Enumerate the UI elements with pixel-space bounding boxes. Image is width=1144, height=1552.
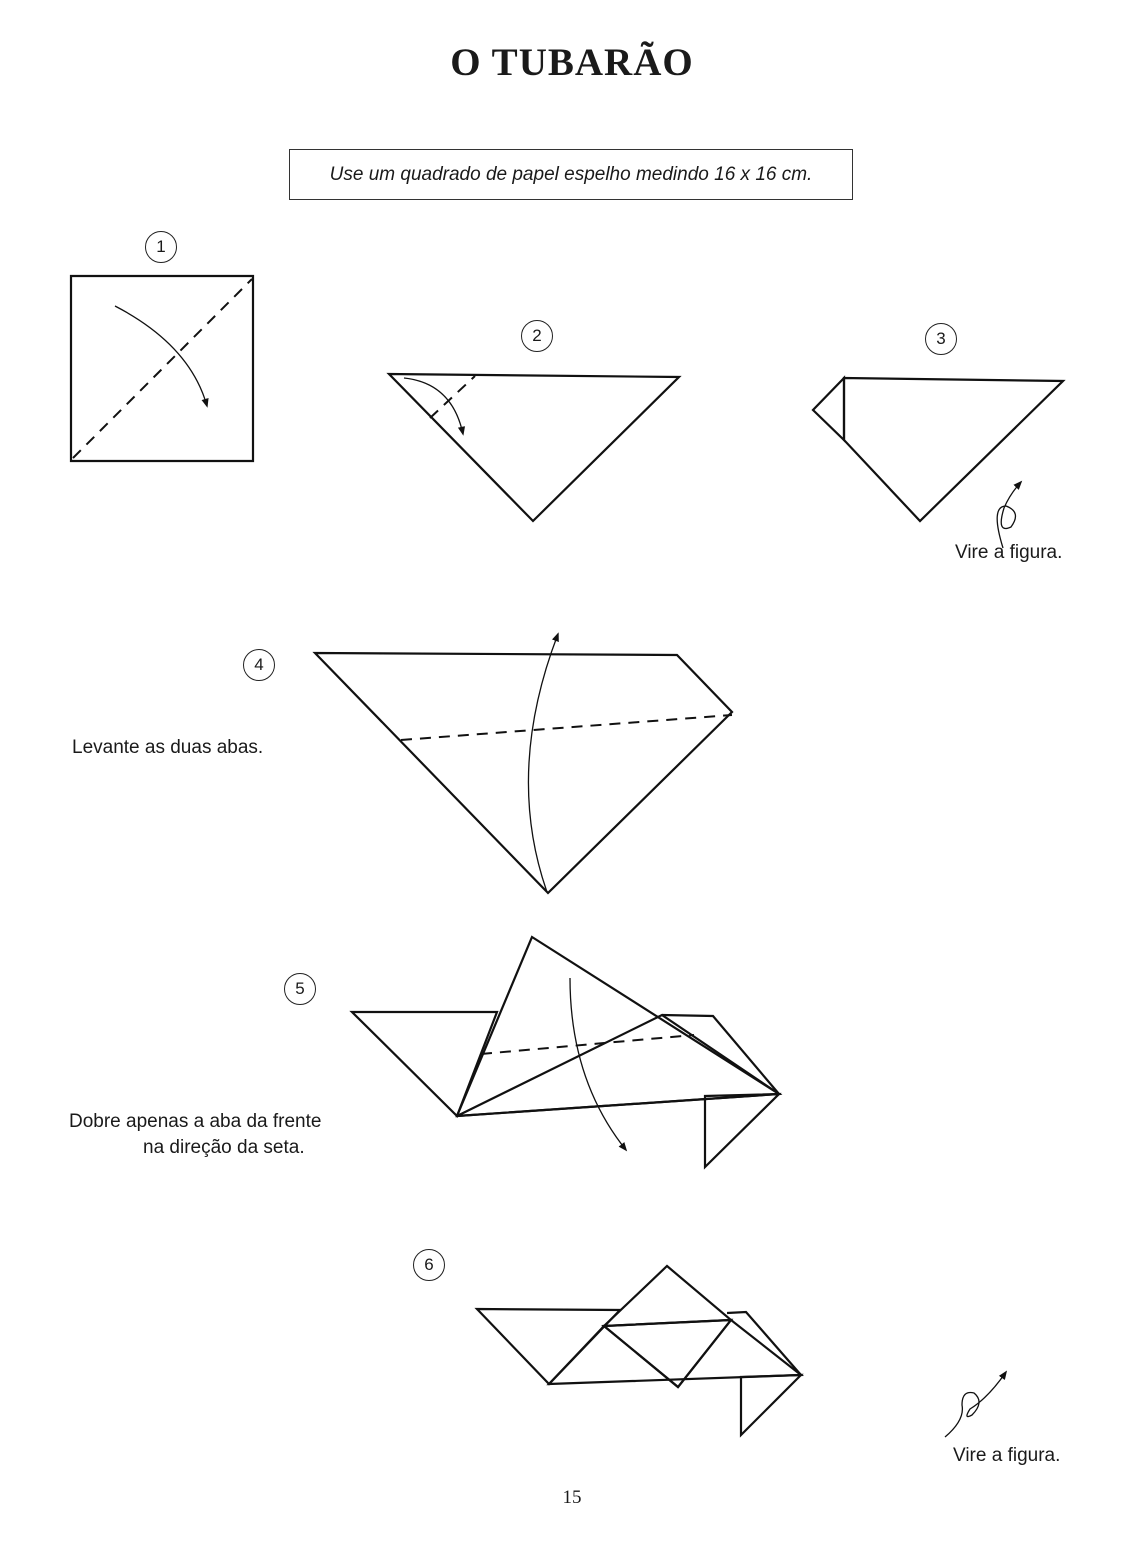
turn-over-arrow [945,1372,1006,1437]
tail-fin [705,1094,779,1167]
paper-triangle [389,374,679,521]
step-3-caption: Vire a figura. [955,542,1063,563]
lift-arrow [528,634,558,892]
page-title: O TUBARÃO [450,41,694,84]
step-4-number: 4 [243,649,275,681]
step-4-diagram [315,634,732,893]
step-3-number: 3 [925,323,957,355]
paper-triangle [844,378,1063,521]
fold-arrow [115,306,207,406]
fold-arrow [404,378,463,434]
paper-triangle [315,653,732,893]
step-4-caption: Levante as duas abas. [72,737,264,758]
step-6-caption: Vire a figura. [953,1445,1061,1466]
corner-fold-line [430,376,475,418]
diagonal-fold-line [73,279,252,458]
step-2-number: 2 [521,320,553,352]
front-flap [457,937,779,1116]
step-2-diagram [389,374,679,521]
step-5-caption-line1: Dobre apenas a aba da frente [69,1111,322,1132]
step-3-diagram [813,378,1063,548]
step-1-number: 1 [145,231,177,263]
step-5-diagram [352,937,779,1167]
left-flap [352,1012,497,1116]
left-fin [477,1309,620,1384]
dorsal-fin [604,1266,731,1326]
turn-over-arrow [997,482,1021,548]
step-1-diagram [71,276,253,461]
body [457,1015,779,1116]
step-6-number: 6 [413,1249,445,1281]
step-5-number: 5 [284,973,316,1005]
fold-arrow [570,978,626,1150]
fold-line [401,715,732,740]
step-6-diagram [477,1266,1006,1437]
tail-fin [741,1375,801,1435]
folded-corner [813,378,844,440]
page-number: 15 [562,1487,582,1508]
instruction-text: Use um quadrado de papel espelho medindo 16 x 16 cm. [329,163,813,185]
paper-square [71,276,253,461]
step-5-caption-line2: na direção da seta. [143,1137,305,1158]
